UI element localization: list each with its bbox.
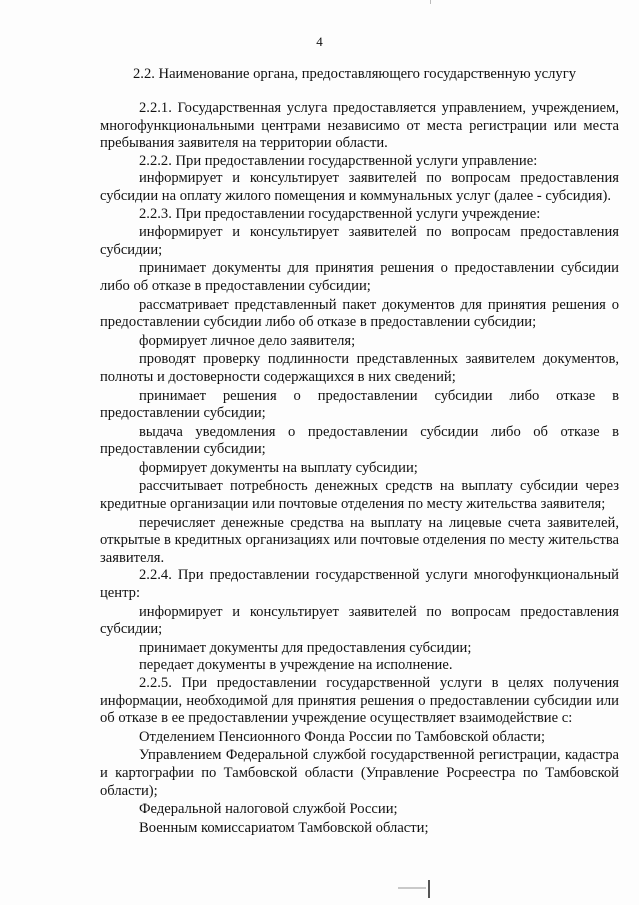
paragraph: проводят проверку подлинности представленных заявителем документов, полноты и достоверности содержащихся в них сведений; xyxy=(100,351,619,385)
paragraph: рассчитывает потребность денежных средств на выплату субсидии через кредитные организации или почтовые отделения по месту жительства заявителя; xyxy=(100,478,619,513)
paragraph: рассматривает представленный пакет документов для принятия решения о предоставлении субсидии либо об отказе в предоставлении субсидии; xyxy=(100,296,619,331)
paragraph: принимает документы для предоставления субсидии; xyxy=(139,639,472,656)
scan-artifact xyxy=(430,0,431,4)
paragraph: Федеральной налоговой службой России; xyxy=(139,801,398,818)
scan-artifact xyxy=(428,880,430,898)
paragraph: информирует и консультирует заявителей по вопросам предоставления субсидии на оплату жилого помещения и коммунальных услуг (далее - субсидия). xyxy=(100,170,619,204)
paragraph: информирует и консультирует заявителей по вопросам предоставления субсидии; xyxy=(100,603,619,638)
paragraph: принимает решения о предоставлении субсидии либо отказе в предоставлении субсидии; xyxy=(100,387,619,422)
paragraph: 2.2.5. При предоставлении государственной услуги в целях получения информации, необходимой для принятия решения о предоставлении субсидии или об отказе в ее предоставлении учреждение осуществляет взаимодействие с: xyxy=(100,675,619,727)
paragraph: 2.2.1. Государственная услуга предоставляется управлением, учреждением, многофункциональными центрами независимо от места регистрации или места пребывания заявителя на территории области. xyxy=(100,100,619,152)
paragraph: 2.2.3. При предоставлении государственной услуги учреждение: xyxy=(139,205,541,222)
paragraph: 2.2.4. При предоставлении государственной услуги многофункциональный центр: xyxy=(100,567,619,602)
page-number: 4 xyxy=(316,34,323,49)
paragraph: выдача уведомления о предоставлении субсидии либо об отказе в предоставлении субсидии; xyxy=(100,423,619,458)
paragraph: принимает документы для принятия решения о предоставлении субсидии либо об отказе в предоставлении субсидии; xyxy=(100,260,619,294)
paragraph: перечисляет денежные средства на выплату на лицевые счета заявителей, открытые в кредитных организациях или почтовые отделения по месту жительства заявителя. xyxy=(100,514,619,566)
paragraph: Военным комиссариатом Тамбовской области; xyxy=(139,819,429,836)
paragraph: передает документы в учреждение на исполнение. xyxy=(139,657,453,674)
paragraph: формирует документы на выплату субсидии; xyxy=(139,459,418,476)
section-heading: 2.2. Наименование органа, предоставляющего государственную услугу xyxy=(133,66,576,82)
scan-artifact xyxy=(398,887,426,889)
paragraph: формирует личное дело заявителя; xyxy=(139,332,356,349)
paragraph: Управлением Федеральной службой государственной регистрации, кадастра и картографии по Тамбовской области (Управление Росреестра по Тамбовской области); xyxy=(100,747,619,799)
section-body xyxy=(100,100,619,837)
paragraph: информирует и консультирует заявителей по вопросам предоставления субсидии; xyxy=(100,224,619,258)
paragraph: 2.2.2. При предоставлении государственной услуги управление: xyxy=(139,152,538,169)
paragraph: Отделением Пенсионного Фонда России по Тамбовской области; xyxy=(139,728,546,745)
